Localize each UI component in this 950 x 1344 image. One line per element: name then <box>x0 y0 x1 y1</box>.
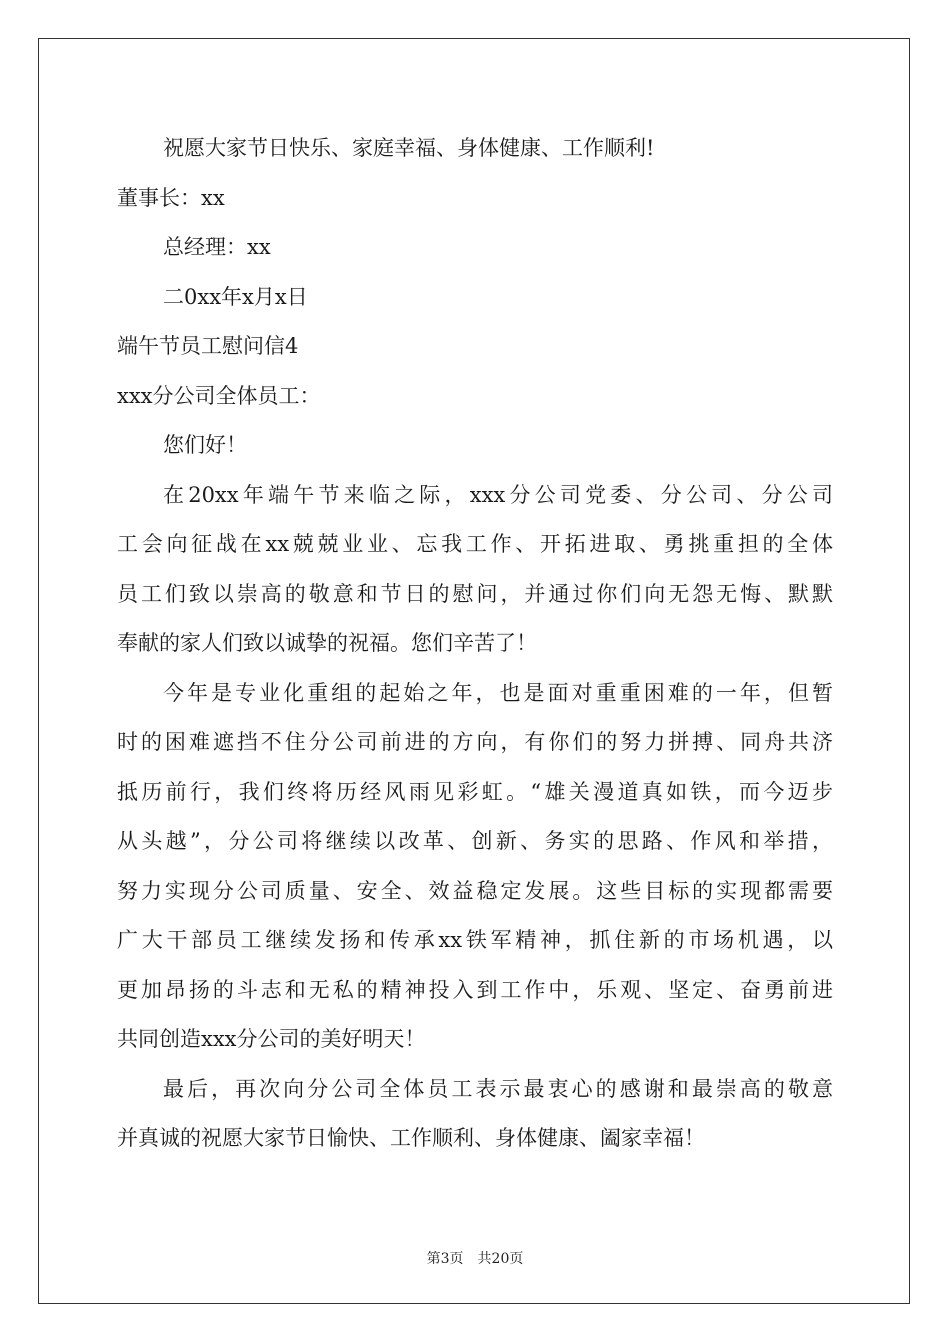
closing-wish-line: 祝愿大家节日快乐、家庭幸福、身体健康、工作顺利! <box>163 136 655 160</box>
letter-title: 端午节员工慰问信4 <box>117 334 299 358</box>
paragraph-2-line: 共同创造xxx分公司的美好明天！ <box>117 1027 426 1051</box>
paragraph-3-line: 最后，再次向分公司全体员工表示最衷心的感谢和最崇高的敬意 <box>163 1076 833 1101</box>
paragraph-1-line: 在20xx年端午节来临之际，xxx分公司党委、分公司、分公司 <box>163 482 833 507</box>
paragraph-1-line: 员工们致以崇高的敬意和节日的慰问，并通过你们向无怨无悔、默默 <box>117 581 833 606</box>
paragraph-2-line: 抵历前行，我们终将历经风雨见彩虹。“雄关漫道真如铁，而今迈步 <box>117 779 833 804</box>
paragraph-1-line: 工会向征战在xx兢兢业业、忘我工作、开拓进取、勇挑重担的全体 <box>117 532 833 556</box>
paragraph-2-line: 广大干部员工继续发扬和传承xx铁军精神，抓住新的市场机遇，以 <box>117 928 833 952</box>
document-body <box>117 124 833 1164</box>
letter-greeting: 您们好！ <box>163 433 247 457</box>
signature-chairman: 董事长：xx <box>117 185 225 210</box>
signature-date: 二0xx年x月x日 <box>163 284 308 309</box>
letter-salutation: xxx分公司全体员工： <box>117 383 321 408</box>
signature-general-manager: 总经理：xx <box>163 235 271 259</box>
paragraph-2-line: 更加昂扬的斗志和无私的精神投入到工作中，乐观、坚定、奋勇前进 <box>117 977 833 1002</box>
paragraph-2-line: 从头越”，分公司将继续以改革、创新、务实的思路、作风和举措， <box>117 829 833 853</box>
page-number-footer: 第3页 共20页 <box>426 1251 524 1267</box>
paragraph-2-line: 今年是专业化重组的起始之年，也是面对重重困难的一年，但暂 <box>163 680 833 705</box>
paragraph-3-line: 并真诚的祝愿大家节日愉快、工作顺利、身体健康、阖家幸福！ <box>117 1126 705 1150</box>
paragraph-2-line: 努力实现分公司质量、安全、效益稳定发展。这些目标的实现都需要 <box>117 878 833 903</box>
paragraph-2-line: 时的困难遮挡不住分公司前进的方向，有你们的努力拼搏、同舟共济 <box>117 730 833 754</box>
paragraph-1-line: 奉献的家人们致以诚挚的祝福。您们辛苦了！ <box>117 631 537 655</box>
